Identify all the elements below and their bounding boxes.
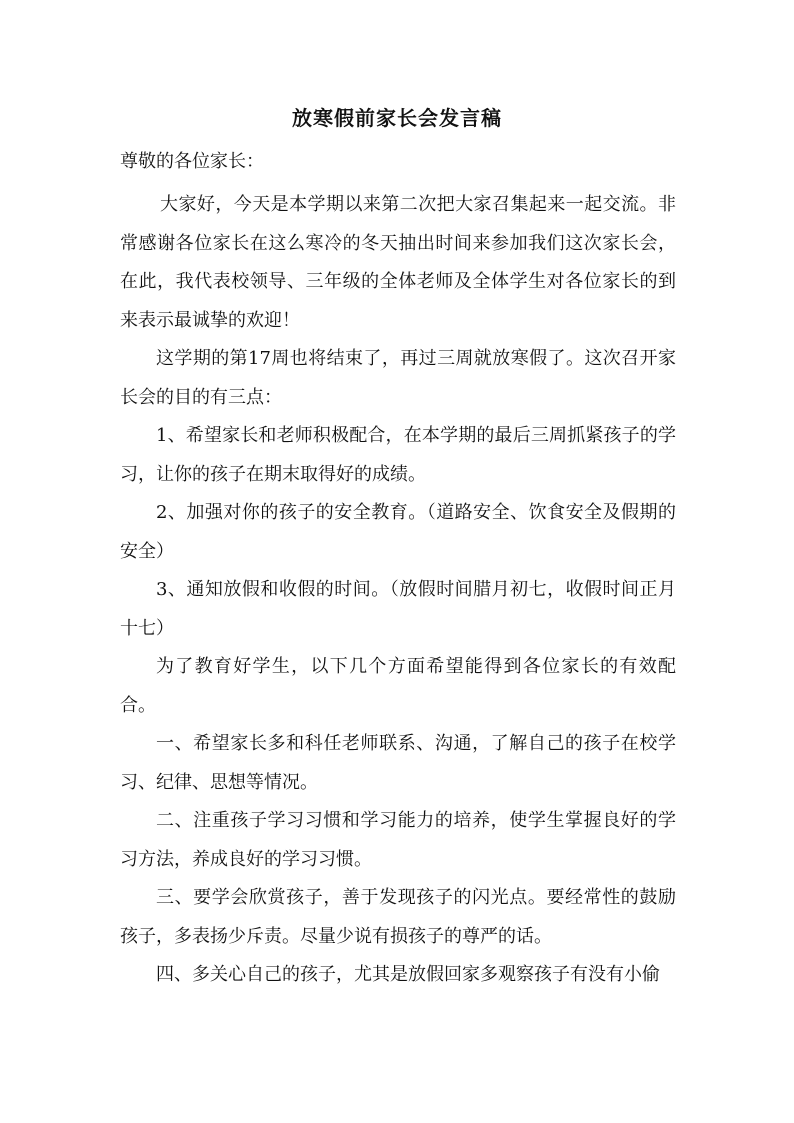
paragraph-point-3: 三、要学会欣赏孩子，善于发现孩子的闪光点。要经常性的鼓励孩子，多表扬少斥责。尽量少说有损孩子的尊严的话。	[120, 887, 676, 947]
paragraph-purpose-2: 2、加强对你的孩子的安全教育。（道路安全、饮食安全及假期的安全）	[120, 502, 676, 562]
paragraph-purpose-intro: 这学期的第17周也将结束了，再过三周就放寒假了。这次召开家长会的目的有三点：	[120, 348, 676, 408]
paragraph-cooperation-intro: 为了教育好学生，以下几个方面希望能得到各位家长的有效配合。	[120, 656, 676, 716]
paragraph-purpose-3: 3、通知放假和收假的时间。（放假时间腊月初七，收假时间正月十七）	[120, 579, 676, 639]
paragraph-purpose-1: 1、希望家长和老师积极配合，在本学期的最后三周抓紧孩子的学习，让你的孩子在期末取得好的成绩。	[120, 425, 676, 485]
document-body	[120, 186, 676, 995]
paragraph-welcome: 大家好，今天是本学期以来第二次把大家召集起来一起交流。非常感谢各位家长在这么寒冷的冬天抽出时间来参加我们这次家长会，在此，我代表校领导、三年级的全体老师及全体学生对各位家长的到来表示最诚挚的欢迎！	[120, 194, 676, 331]
document-title: 放寒假前家长会发言稿	[292, 106, 502, 130]
salutation: 尊敬的各位家长：	[120, 151, 264, 172]
paragraph-point-2: 二、注重孩子学习习惯和学习能力的培养，使学生掌握良好的学习方法，养成良好的学习习惯。	[120, 810, 676, 870]
paragraph-point-1: 一、希望家长多和科任老师联系、沟通，了解自己的孩子在校学习、纪律、思想等情况。	[120, 733, 676, 793]
paragraph-point-4: 四、多关心自己的孩子，尤其是放假回家多观察孩子有没有小偷	[156, 964, 660, 985]
